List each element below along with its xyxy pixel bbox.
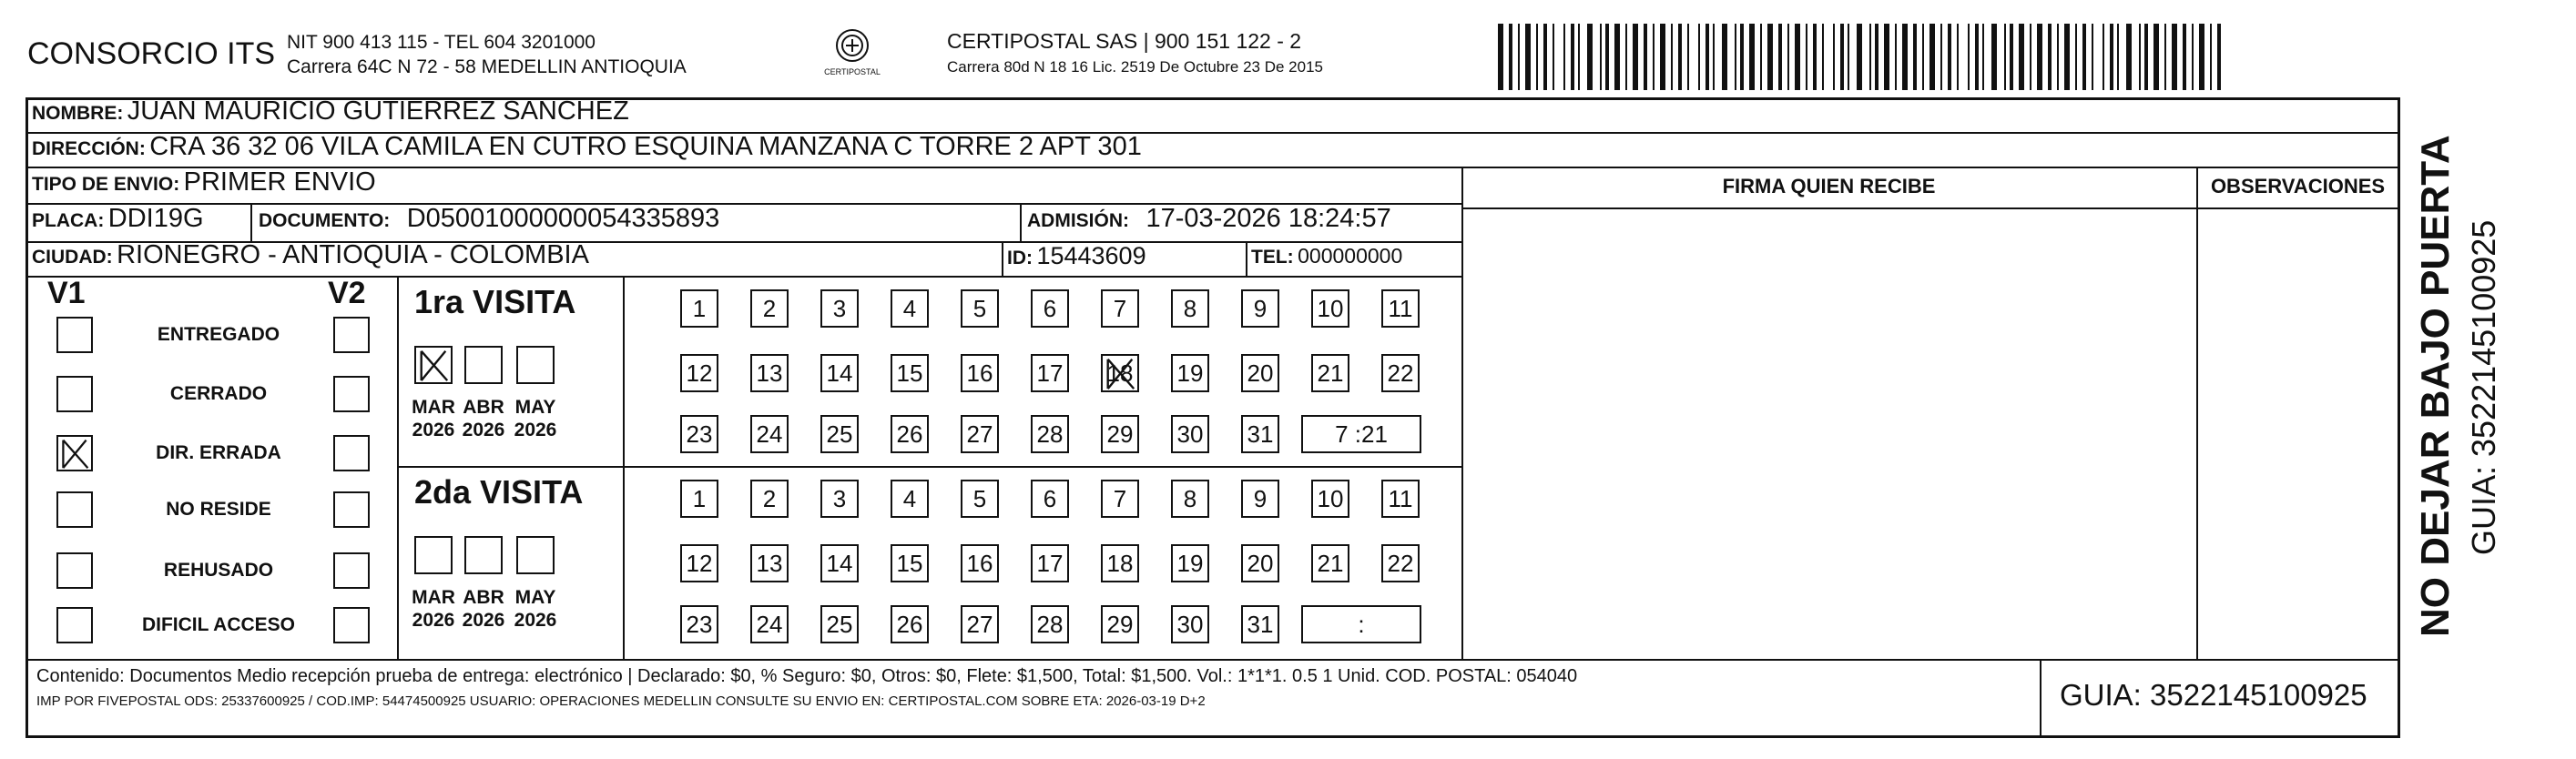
carrier-line: CERTIPOSTAL SAS | 900 151 122 - 2 [947, 29, 1302, 53]
day-box[interactable]: 1 [680, 289, 718, 328]
footer-contents: Contenido: Documentos Medio recepción prueba de entrega: electrónico | Declarado: $0, % Seguro: $0, Otros: $0, Flete: $1,500, Total: $1,500. Vol.: 1*1*1. 0.5 1 Unid. COD. POSTAL: 054040 [36, 666, 1578, 686]
day-box[interactable]: 20 [1241, 354, 1279, 392]
v1-header: V1 [47, 276, 86, 310]
day-box[interactable]: 10 [1311, 480, 1349, 518]
month-checkbox[interactable] [414, 346, 453, 384]
placa-label: PLACA: [32, 210, 105, 231]
day-box[interactable]: 8 [1171, 289, 1209, 328]
documento-cell [259, 204, 719, 234]
day-box[interactable]: 30 [1171, 605, 1209, 643]
v1-checkbox[interactable] [56, 607, 93, 643]
v2-checkbox[interactable] [333, 317, 370, 353]
day-box[interactable]: 5 [961, 480, 999, 518]
row-divider [27, 659, 2399, 661]
ciudad-label: CIUDAD: [32, 247, 113, 268]
column-divider [250, 203, 252, 241]
month-label [456, 396, 511, 441]
visit-title: 1ra VISITA [414, 283, 576, 320]
day-box[interactable]: 10 [1311, 289, 1349, 328]
x-mark-icon [58, 437, 91, 470]
placa-cell [32, 204, 204, 234]
v1-checkbox[interactable] [56, 491, 93, 528]
status-option-label: DIR. ERRADA [156, 442, 281, 463]
admision-label: ADMISIÓN: [1027, 210, 1129, 231]
day-box[interactable]: 30 [1171, 415, 1209, 453]
nombre-value: JUAN MAURICIO GUTIERREZ SANCHEZ [127, 96, 629, 126]
month-name: MAR [412, 397, 455, 418]
nit-line: NIT 900 413 115 - TEL 604 3201000 [287, 32, 596, 53]
month-label [508, 396, 563, 441]
documento-label: DOCUMENTO: [259, 210, 391, 231]
day-box[interactable]: 7 [1101, 289, 1139, 328]
column-divider [623, 276, 625, 659]
day-box[interactable]: 19 [1171, 544, 1209, 582]
logo-caption: CERTIPOSTAL [824, 67, 881, 76]
day-box[interactable]: 29 [1101, 605, 1139, 643]
v1-checkbox[interactable] [56, 552, 93, 589]
day-box[interactable]: 19 [1171, 354, 1209, 392]
ciudad-value: RIONEGRO - ANTIOQUIA - COLOMBIA [117, 240, 589, 269]
direccion-value: CRA 36 32 06 VILA CAMILA EN CUTRO ESQUINA MANZANA C TORRE 2 APT 301 [149, 132, 1142, 161]
month-label [508, 586, 563, 632]
v2-checkbox[interactable] [333, 376, 370, 412]
day-box[interactable]: 25 [820, 415, 859, 453]
day-box[interactable]: 3 [820, 480, 859, 518]
day-box[interactable]: 23 [680, 605, 718, 643]
company-info [287, 30, 687, 79]
day-box[interactable]: 18 [1101, 354, 1139, 392]
status-option-label: NO RESIDE [166, 499, 271, 520]
tel-value: 000000000 [1298, 244, 1403, 268]
day-box[interactable]: 8 [1171, 480, 1209, 518]
row-divider [397, 466, 1461, 468]
day-box[interactable]: 5 [961, 289, 999, 328]
id-cell [1007, 242, 1146, 270]
v1-checkbox[interactable] [56, 317, 93, 353]
v2-checkbox[interactable] [333, 607, 370, 643]
no-dejar-warning: NO DEJAR BAJO PUERTA [2413, 135, 2458, 637]
visit-title: 2da VISITA [414, 473, 584, 511]
row-divider [27, 167, 2399, 168]
month-name: ABR [463, 587, 504, 608]
month-checkbox[interactable] [464, 536, 503, 574]
v2-checkbox[interactable] [333, 552, 370, 589]
month-checkbox[interactable] [516, 536, 555, 574]
guia-number: GUIA: 3522145100925 [2060, 678, 2367, 712]
barcode-icon [1498, 24, 2226, 90]
direccion-row [32, 132, 1142, 162]
month-label [456, 586, 511, 632]
day-box[interactable]: 23 [680, 415, 718, 453]
day-box[interactable]: 21 [1311, 544, 1349, 582]
firma-header: FIRMA QUIEN RECIBE [1722, 175, 1936, 197]
status-option-label: CERRADO [169, 383, 268, 404]
day-box[interactable]: 24 [750, 415, 789, 453]
tipo-envio-row [32, 167, 376, 197]
column-divider [1246, 241, 1247, 276]
tel-label: TEL: [1251, 247, 1294, 268]
day-box[interactable]: 20 [1241, 544, 1279, 582]
day-box[interactable]: 17 [1031, 354, 1069, 392]
day-box[interactable]: 4 [891, 289, 929, 328]
month-year: 2026 [514, 420, 557, 440]
day-box[interactable]: 29 [1101, 415, 1139, 453]
day-box[interactable]: 14 [820, 354, 859, 392]
status-option-label: DIFICIL ACCESO [141, 614, 295, 635]
nombre-row [32, 96, 629, 126]
month-name: ABR [463, 397, 504, 418]
month-checkbox[interactable] [464, 346, 503, 384]
day-box[interactable]: 16 [961, 544, 999, 582]
day-box[interactable]: 22 [1381, 544, 1420, 582]
day-box[interactable]: 9 [1241, 480, 1279, 518]
day-box[interactable]: 27 [961, 605, 999, 643]
day-box[interactable]: 27 [961, 415, 999, 453]
tipo-envio-value: PRIMER ENVIO [183, 167, 376, 197]
ciudad-cell [32, 240, 589, 270]
day-box[interactable]: 9 [1241, 289, 1279, 328]
day-box[interactable]: 21 [1311, 354, 1349, 392]
day-box[interactable]: 12 [680, 354, 718, 392]
month-year: 2026 [412, 610, 455, 631]
month-label [406, 586, 461, 632]
day-box[interactable]: 28 [1031, 605, 1069, 643]
day-box[interactable]: 11 [1381, 289, 1420, 328]
month-checkbox[interactable] [516, 346, 555, 384]
day-box[interactable]: 26 [891, 605, 929, 643]
footer-print-info: IMP POR FIVEPOSTAL ODS: 25337600925 / COD.IMP: 54474500925 USUARIO: OPERACIONES MEDELLIN CONSULTE SU ENVIO EN: CERTIPOSTAL.COM SOBRE ETA: 2026-03-19 D+2 [36, 693, 1206, 709]
x-mark-icon [1103, 356, 1137, 390]
day-box[interactable]: 7 [1101, 480, 1139, 518]
day-box[interactable]: 15 [891, 544, 929, 582]
column-divider [1002, 241, 1003, 276]
day-box[interactable]: 31 [1241, 605, 1279, 643]
status-option-label: REHUSADO [163, 560, 274, 581]
x-mark-icon [416, 348, 451, 382]
observaciones-header: OBSERVACIONES [2210, 175, 2386, 197]
tipo-envio-label: TIPO DE ENVIO: [32, 174, 180, 195]
month-name: MAY [514, 397, 556, 418]
day-box[interactable]: 12 [680, 544, 718, 582]
day-box[interactable]: 18 [1101, 544, 1139, 582]
day-box[interactable]: 13 [750, 544, 789, 582]
day-box[interactable]: 4 [891, 480, 929, 518]
month-name: MAY [514, 587, 556, 608]
month-year: 2026 [514, 610, 557, 631]
day-box[interactable]: 28 [1031, 415, 1069, 453]
direccion-label: DIRECCIÓN: [32, 138, 146, 159]
day-box[interactable]: 6 [1031, 480, 1069, 518]
day-box[interactable]: 31 [1241, 415, 1279, 453]
v1-checkbox[interactable] [56, 435, 93, 471]
day-box[interactable]: 13 [750, 354, 789, 392]
day-box[interactable]: 25 [820, 605, 859, 643]
admision-value: 17-03-2026 18:24:57 [1145, 204, 1391, 233]
v2-checkbox[interactable] [333, 491, 370, 528]
column-divider [2196, 167, 2198, 659]
visit-time[interactable]: : [1301, 605, 1421, 643]
day-box[interactable]: 14 [820, 544, 859, 582]
documento-value: D05001000000054335893 [406, 204, 720, 233]
day-box[interactable]: 24 [750, 605, 789, 643]
month-year: 2026 [462, 610, 505, 631]
row-divider [27, 276, 1461, 278]
month-checkbox[interactable] [414, 536, 453, 574]
day-box[interactable]: 3 [820, 289, 859, 328]
column-divider [1461, 167, 1463, 659]
month-name: MAR [412, 587, 455, 608]
certipostal-logo-icon [829, 27, 876, 67]
day-box[interactable]: 22 [1381, 354, 1420, 392]
tel-cell [1251, 244, 1402, 268]
license-line: Carrera 80d N 18 16 Lic. 2519 De Octubre 23 De 2015 [947, 58, 1323, 76]
day-box[interactable]: 16 [961, 354, 999, 392]
v2-header: V2 [328, 276, 366, 310]
month-label [406, 396, 461, 441]
id-label: ID: [1007, 248, 1033, 268]
id-value: 15443609 [1036, 242, 1146, 269]
day-box[interactable]: 15 [891, 354, 929, 392]
v2-checkbox[interactable] [333, 435, 370, 471]
status-option-label: ENTREGADO [157, 324, 280, 345]
visit-time[interactable]: 7 :21 [1301, 415, 1421, 453]
side-guia: GUIA: 3522145100925 [2465, 219, 2502, 555]
month-year: 2026 [462, 420, 505, 440]
day-box[interactable]: 11 [1381, 480, 1420, 518]
day-box[interactable]: 26 [891, 415, 929, 453]
column-divider [2040, 659, 2041, 736]
month-year: 2026 [412, 420, 455, 440]
company-name: CONSORCIO ITS [27, 36, 276, 71]
day-box[interactable]: 2 [750, 480, 789, 518]
day-box[interactable]: 2 [750, 289, 789, 328]
nombre-label: NOMBRE: [32, 103, 124, 124]
placa-value: DDI19G [107, 204, 204, 233]
company-address: Carrera 64C N 72 - 58 MEDELLIN ANTIOQUIA [287, 56, 687, 77]
day-box[interactable]: 17 [1031, 544, 1069, 582]
v1-checkbox[interactable] [56, 376, 93, 412]
row-divider [1461, 207, 2399, 209]
column-divider [397, 276, 399, 659]
admision-cell [1027, 204, 1391, 234]
day-box[interactable]: 6 [1031, 289, 1069, 328]
column-divider [1020, 203, 1022, 241]
day-box[interactable]: 1 [680, 480, 718, 518]
